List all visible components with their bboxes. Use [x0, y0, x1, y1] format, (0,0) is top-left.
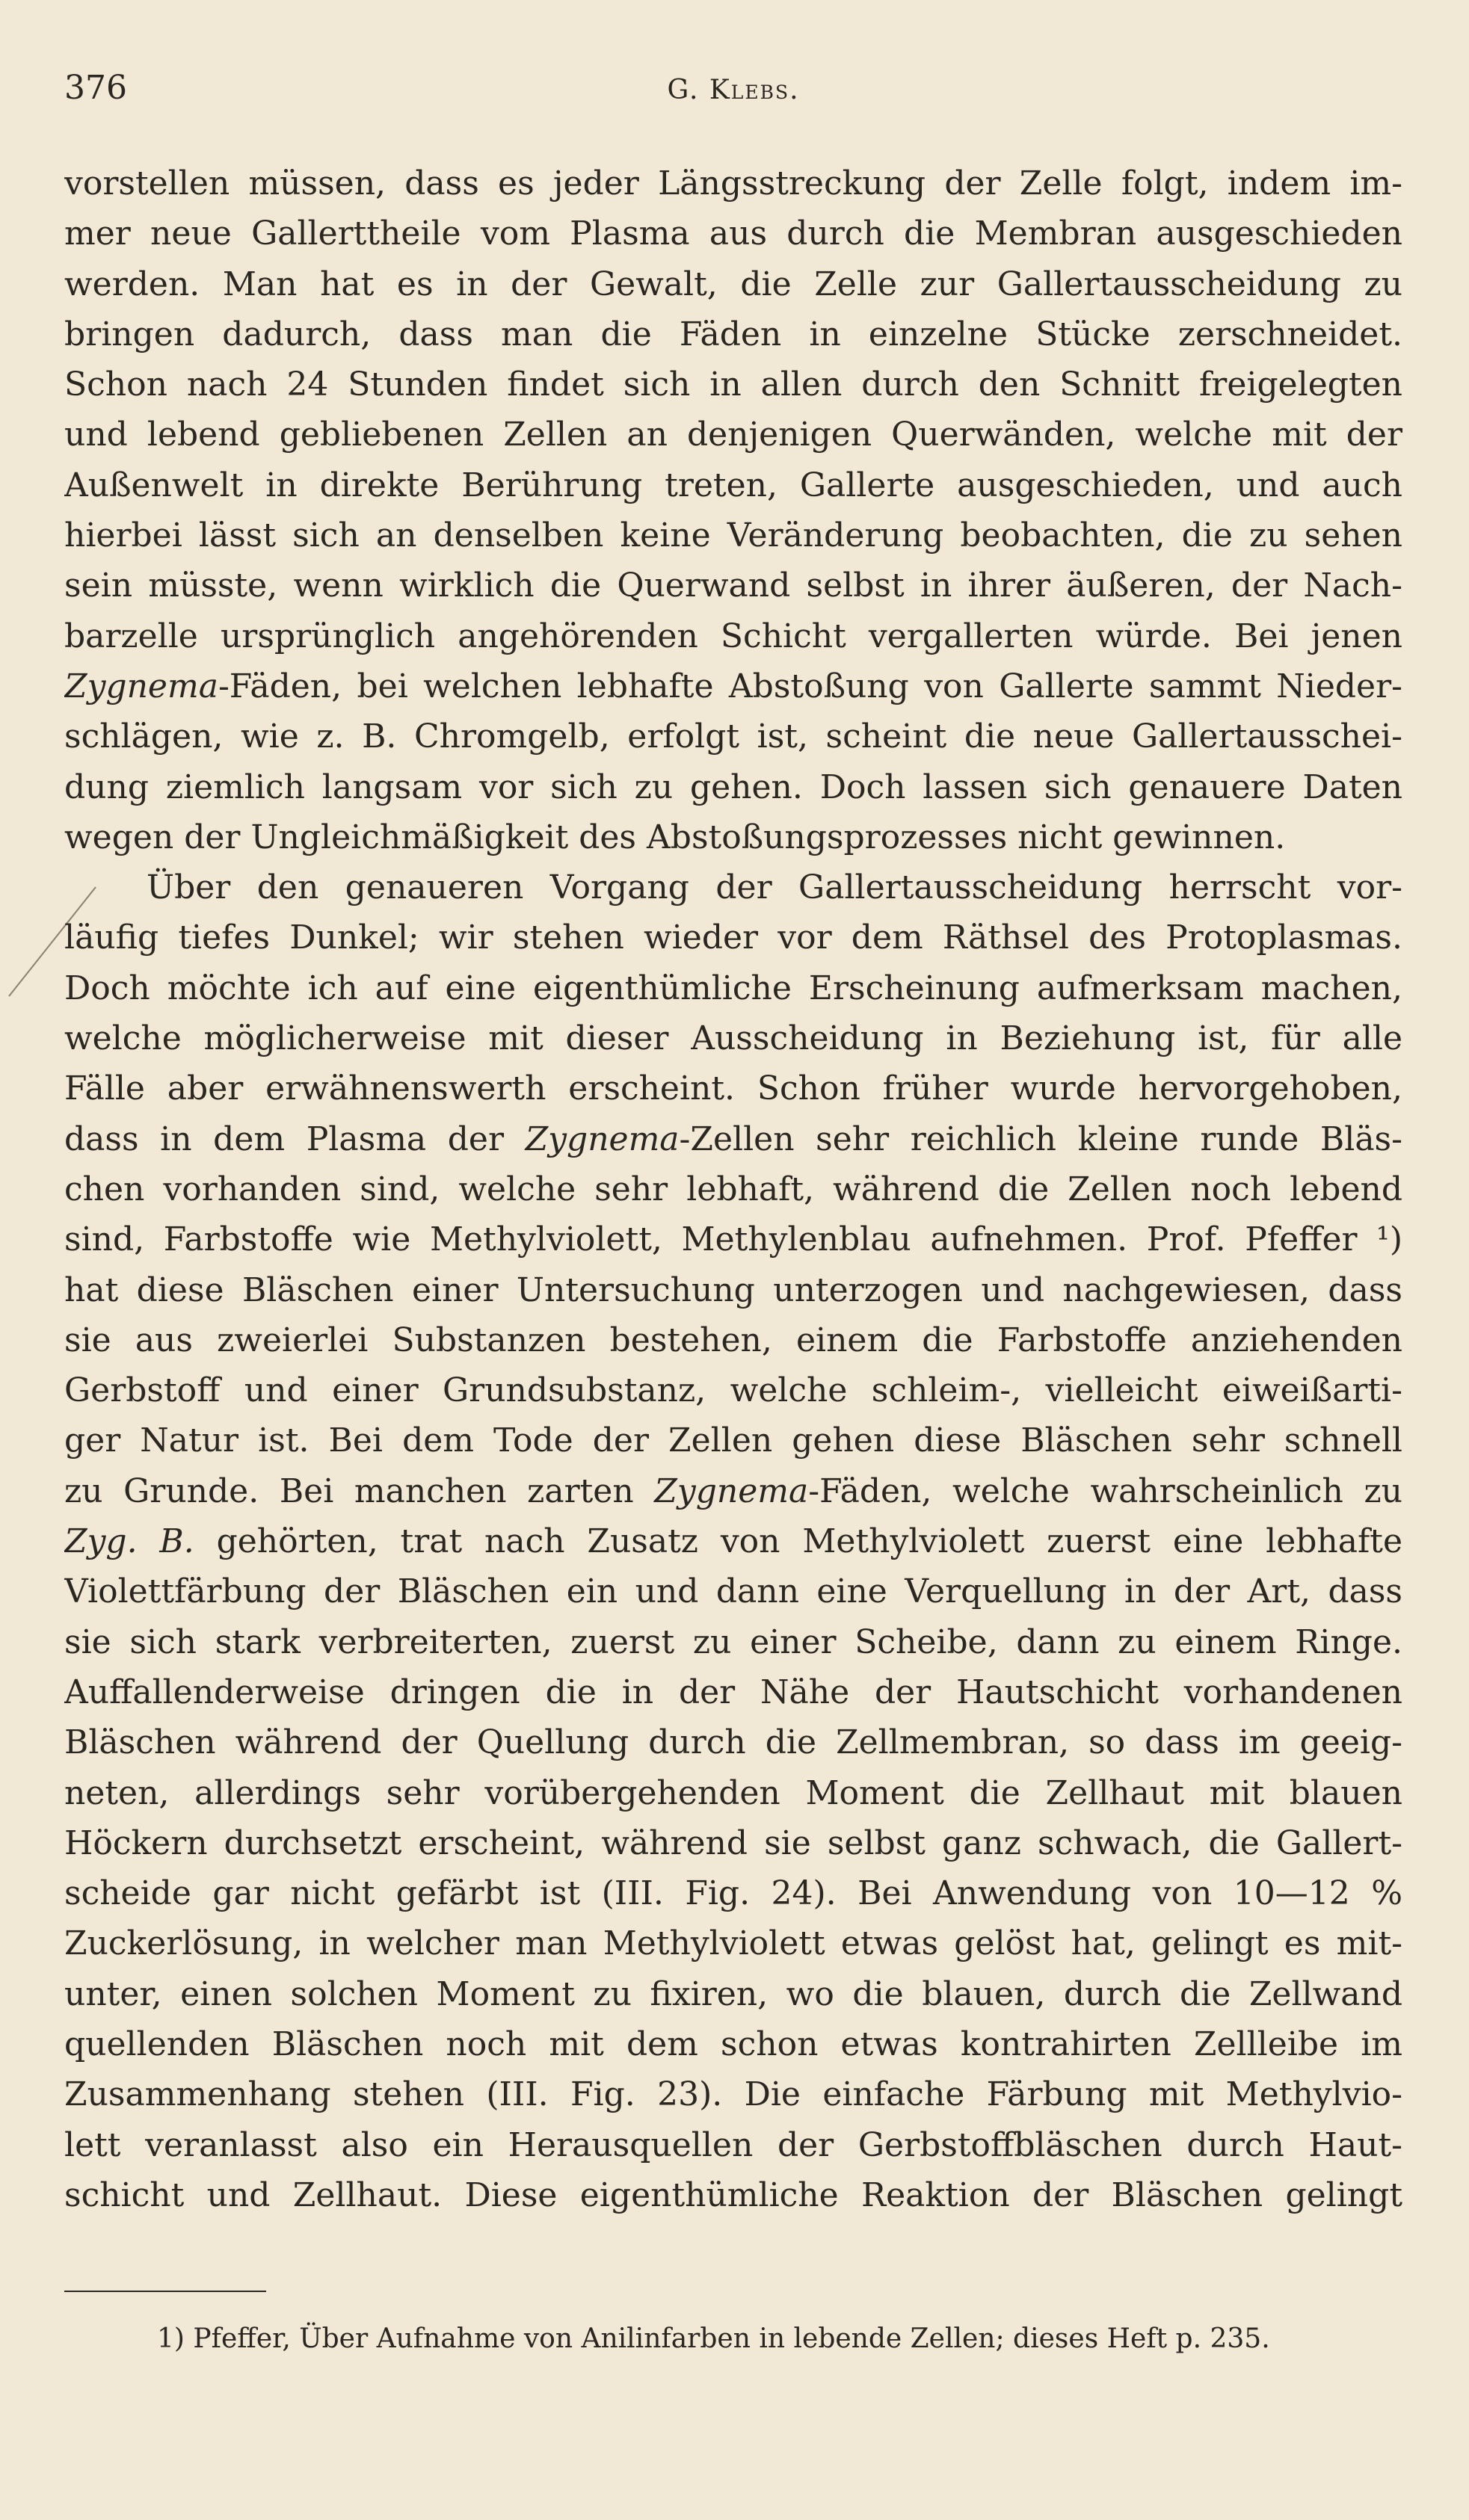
text-line: sie aus zweierlei Substanzen bestehen, einem die Farbstoffe anziehenden: [64, 1321, 1402, 1359]
text-line: Schon nach 24 Stunden findet sich in allen durch den Schnitt freigelegten: [64, 365, 1402, 404]
text-line: und lebend gebliebenen Zellen an denjenigen Querwänden, welche mit der: [64, 416, 1402, 454]
text-line: quellenden Bläschen noch mit dem schon etwas kontrahirten Zellleibe im: [64, 2025, 1402, 2063]
text-line: ger Natur ist. Bei dem Tode der Zellen gehen diese Bläschen sehr schnell: [64, 1421, 1402, 1460]
text-line: hat diese Bläschen einer Untersuchung unterzogen und nachgewiesen, dass: [64, 1270, 1402, 1309]
text-line: Über den genaueren Vorgang der Gallertausscheidung herrscht vor-: [147, 868, 1402, 907]
text-line: läufig tiefes Dunkel; wir stehen wieder vor dem Räthsel des Protoplasmas.: [64, 918, 1402, 957]
text-line: Violettfärbung der Bläschen ein und dann eine Verquellung in der Art, dass: [64, 1572, 1402, 1611]
footnote: 1) Pfeffer, Über Aufnahme von Anilinfarben in lebende Zellen; dieses Heft p. 235.: [157, 2323, 1270, 2354]
page-number: 376: [64, 69, 127, 107]
text-line: dung ziemlich langsam vor sich zu gehen. Doch lassen sich genauere Daten: [64, 768, 1402, 806]
text-line: schlägen, wie z. B. Chromgelb, erfolgt ist, scheint die neue Gallertausschei-: [64, 717, 1402, 756]
text-line: Zusammenhang stehen (III. Fig. 23). Die einfache Färbung mit Methylvio-: [64, 2075, 1402, 2114]
text-line: lett veranlasst also ein Herausquellen der Gerbstoffbläschen durch Haut-: [64, 2125, 1402, 2164]
page-header: [64, 69, 1402, 114]
text-line: Auffallenderweise dringen die in der Nähe der Hautschicht vorhandenen: [64, 1673, 1402, 1711]
text-line: zu Grunde. Bei manchen zarten Zygnema-Fäden, welche wahrscheinlich zu: [64, 1471, 1402, 1510]
body-text: [64, 158, 1402, 2220]
text-line: werden. Man hat es in der Gewalt, die Zelle zur Gallertausscheidung zu: [64, 265, 1402, 303]
text-line: welche möglicherweise mit dieser Ausscheidung in Beziehung ist, für alle: [64, 1019, 1402, 1058]
text-line: vorstellen müssen, dass es jeder Längsstreckung der Zelle folgt, indem im-: [64, 164, 1402, 203]
text-line: Außenwelt in direkte Berührung treten, Gallerte ausgeschieden, und auch: [64, 466, 1402, 504]
text-line: sein müsste, wenn wirklich die Querwand selbst in ihrer äußeren, der Nach-: [64, 566, 1402, 605]
text-line: dass in dem Plasma der Zygnema-Zellen sehr reichlich kleine runde Bläs-: [64, 1120, 1402, 1158]
text-line: Zuckerlösung, in welcher man Methylviolett etwas gelöst hat, gelingt es mit-: [64, 1924, 1402, 1963]
text-line: Zygnema-Fäden, bei welchen lebhafte Abstoßung von Gallerte sammt Nieder-: [64, 667, 1402, 705]
text-line: Höckern durchsetzt erscheint, während sie selbst ganz schwach, die Gallert-: [64, 1823, 1402, 1862]
text-line: unter, einen solchen Moment zu fixiren, wo die blauen, durch die Zellwand: [64, 1974, 1402, 2013]
text-line: Bläschen während der Quellung durch die Zellmembran, so dass im geeig-: [64, 1723, 1402, 1762]
text-line: mer neue Gallerttheile vom Plasma aus durch die Membran ausgeschieden: [64, 214, 1402, 253]
text-line: scheide gar nicht gefärbt ist (III. Fig. 24). Bei Anwendung von 10—12 %: [64, 1874, 1402, 1913]
text-line: hierbei lässt sich an denselben keine Veränderung beobachten, die zu sehen: [64, 516, 1402, 555]
text-line: chen vorhanden sind, welche sehr lebhaft, während die Zellen noch lebend: [64, 1170, 1402, 1208]
running-head: G. Klebs.: [667, 75, 800, 105]
text-line: Gerbstoff und einer Grundsubstanz, welche schleim-, vielleicht eiweißarti-: [64, 1371, 1402, 1410]
text-line: bringen dadurch, dass man die Fäden in einzelne Stücke zerschneidet.: [64, 315, 1402, 353]
text-line: sind, Farbstoffe wie Methylviolett, Methylenblau aufnehmen. Prof. Pfeffer ¹): [64, 1220, 1402, 1259]
footnote-divider: [64, 2291, 266, 2292]
text-line: barzelle ursprünglich angehörenden Schicht vergallerten würde. Bei jenen: [64, 617, 1402, 655]
text-line: Doch möchte ich auf eine eigenthümliche Erscheinung aufmerksam machen,: [64, 969, 1402, 1007]
text-line: wegen der Ungleichmäßigkeit des Abstoßungsprozesses nicht gewinnen.: [64, 818, 1286, 856]
text-line: sie sich stark verbreiterten, zuerst zu einer Scheibe, dann zu einem Ringe.: [64, 1622, 1402, 1661]
text-line: neten, allerdings sehr vorübergehenden Moment die Zellhaut mit blauen: [64, 1773, 1402, 1812]
text-line: schicht und Zellhaut. Diese eigenthümliche Reaktion der Bläschen gelingt: [64, 2175, 1402, 2214]
text-line: Fälle aber erwähnenswerth erscheint. Schon früher wurde hervorgehoben,: [64, 1069, 1402, 1108]
text-line: Zyg. B. gehörten, trat nach Zusatz von Methylviolett zuerst eine lebhafte: [64, 1522, 1402, 1561]
